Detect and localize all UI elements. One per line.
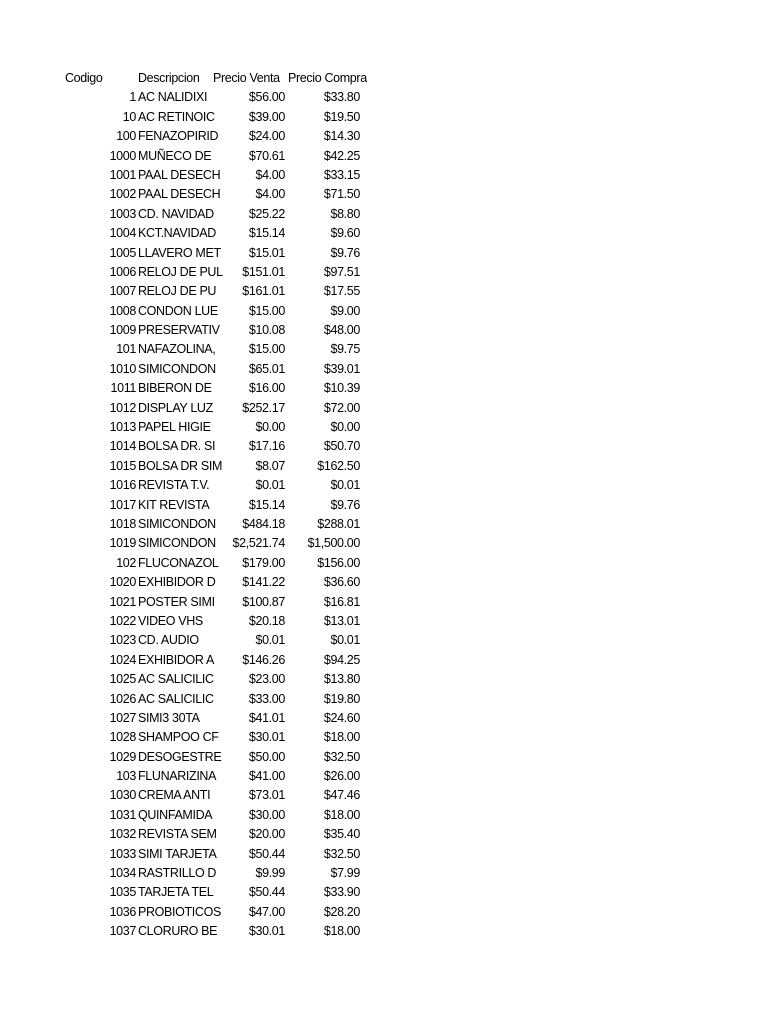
cell-descripcion: RELOJ DE PUL [138,264,223,279]
cell-codigo: 1000 [109,148,136,163]
table-row [0,147,768,166]
cell-descripcion: KIT REVISTA [138,497,210,512]
table-row [0,340,768,359]
table-row [0,767,768,786]
table-body [0,88,768,941]
cell-descripcion: CONDON LUE [138,303,218,318]
cell-codigo: 1034 [109,866,136,881]
table-row [0,554,768,573]
cell-precio-compra: $33.80 [323,90,360,105]
cell-codigo: 1004 [109,226,136,241]
table-row [0,825,768,844]
table-row [0,631,768,650]
cell-codigo: 1010 [109,361,136,376]
cell-descripcion: BOLSA DR SIM [138,458,223,473]
cell-descripcion: FENAZOPIRID [138,129,219,144]
cell-precio-venta: $41.01 [248,710,285,725]
cell-precio-venta: $70.61 [248,148,285,163]
cell-precio-venta: $100.87 [242,594,285,609]
cell-precio-venta: $15.14 [248,226,285,241]
cell-precio-compra: $72.00 [323,400,360,415]
cell-codigo: 1026 [109,691,136,706]
cell-precio-venta: $23.00 [248,672,285,687]
price-table [0,69,768,942]
cell-precio-venta: $141.22 [242,575,285,590]
cell-precio-compra: $32.50 [323,749,360,764]
cell-codigo: 102 [116,555,136,570]
cell-descripcion: DESOGESTRE [138,749,222,764]
table-row [0,224,768,243]
table-row [0,515,768,534]
cell-codigo: 1020 [109,575,136,590]
cell-precio-venta: $50.44 [248,885,285,900]
cell-precio-venta: $50.00 [248,749,285,764]
cell-codigo: 1031 [109,807,136,822]
table-row [0,205,768,224]
cell-descripcion: PAAL DESECH [138,167,221,182]
cell-precio-venta: $24.00 [248,129,285,144]
table-row [0,534,768,553]
cell-precio-compra: $8.80 [330,206,360,221]
cell-precio-venta: $73.01 [248,788,285,803]
cell-precio-compra: $7.99 [330,866,360,881]
cell-descripcion: SIMICONDON [138,516,216,531]
table-row [0,282,768,301]
cell-precio-compra: $13.80 [323,672,360,687]
table-row [0,379,768,398]
cell-precio-compra: $288.01 [317,516,360,531]
cell-precio-compra: $39.01 [323,361,360,376]
table-row [0,244,768,263]
cell-precio-venta: $0.01 [255,633,285,648]
cell-codigo: 10 [122,109,136,124]
cell-descripcion: SIMICONDON [138,536,216,551]
cell-codigo: 1005 [109,245,136,260]
cell-precio-compra: $162.50 [317,458,360,473]
cell-codigo: 1035 [109,885,136,900]
cell-codigo: 1018 [109,516,136,531]
cell-precio-venta: $10.08 [248,323,285,338]
cell-descripcion: BIBERON DE [138,381,212,396]
header-precio-compra: Precio Compra [288,71,367,85]
cell-precio-compra: $14.30 [323,129,360,144]
table-row [0,748,768,767]
table-row [0,437,768,456]
cell-descripcion: TARJETA TEL [138,885,214,900]
cell-precio-compra: $0.00 [330,420,360,435]
cell-descripcion: CD. AUDIO [138,633,199,648]
table-row [0,573,768,592]
cell-precio-venta: $4.00 [255,187,285,202]
cell-precio-compra: $9.76 [330,245,360,260]
cell-precio-compra: $18.00 [323,924,360,939]
cell-descripcion: PROBIOTICOS [138,904,221,919]
cell-precio-compra: $19.50 [323,109,360,124]
cell-codigo: 1014 [109,439,136,454]
cell-codigo: 1030 [109,788,136,803]
cell-precio-venta: $50.44 [248,846,285,861]
cell-precio-venta: $15.00 [248,303,285,318]
cell-precio-compra: $13.01 [323,613,360,628]
cell-descripcion: VIDEO VHS [138,613,203,628]
cell-descripcion: AC RETINOIC [138,109,215,124]
cell-descripcion: CD. NAVIDAD [138,206,214,221]
table-row [0,418,768,437]
cell-precio-compra: $10.39 [323,381,360,396]
cell-precio-venta: $20.00 [248,827,285,842]
cell-codigo: 1013 [109,420,136,435]
cell-precio-compra: $0.01 [330,633,360,648]
cell-precio-compra: $28.20 [323,904,360,919]
table-row [0,670,768,689]
cell-descripcion: RELOJ DE PU [138,284,217,299]
cell-codigo: 1032 [109,827,136,842]
cell-precio-compra: $9.60 [330,226,360,241]
table-row [0,263,768,282]
cell-precio-compra: $16.81 [323,594,360,609]
cell-codigo: 1037 [109,924,136,939]
cell-precio-venta: $0.01 [255,478,285,493]
cell-precio-venta: $17.16 [248,439,285,454]
table-row [0,651,768,670]
cell-precio-venta: $9.99 [255,866,285,881]
cell-descripcion: NAFAZOLINA, [138,342,216,357]
cell-descripcion: LLAVERO MET [138,245,221,260]
cell-descripcion: SHAMPOO CF [138,730,219,745]
cell-codigo: 1022 [109,613,136,628]
cell-precio-venta: $65.01 [248,361,285,376]
cell-codigo: 1017 [109,497,136,512]
cell-precio-compra: $9.00 [330,303,360,318]
cell-descripcion: EXHIBIDOR A [138,652,215,667]
cell-descripcion: BOLSA DR. SI [138,439,216,454]
cell-precio-venta: $0.00 [255,420,285,435]
table-row [0,864,768,883]
cell-precio-venta: $47.00 [248,904,285,919]
cell-codigo: 1028 [109,730,136,745]
cell-precio-venta: $20.18 [248,613,285,628]
table-row [0,845,768,864]
cell-precio-compra: $71.50 [323,187,360,202]
cell-precio-venta: $25.22 [248,206,285,221]
cell-descripcion: CREMA ANTI [138,788,211,803]
cell-codigo: 1024 [109,652,136,667]
cell-descripcion: FLUNARIZINA [138,769,217,784]
cell-precio-venta: $30.01 [248,730,285,745]
cell-descripcion: RASTRILLO D [138,866,217,881]
table-row [0,321,768,340]
cell-descripcion: CLORURO BE [138,924,218,939]
cell-precio-compra: $48.00 [323,323,360,338]
cell-codigo: 1025 [109,672,136,687]
cell-codigo: 1036 [109,904,136,919]
cell-precio-venta: $8.07 [255,458,285,473]
cell-descripcion: MUÑECO DE [138,148,212,163]
cell-descripcion: SIMICONDON [138,361,216,376]
cell-descripcion: PAPEL HIGIE [138,420,211,435]
cell-precio-compra: $24.60 [323,710,360,725]
table-row [0,612,768,631]
cell-codigo: 1002 [109,187,136,202]
cell-codigo: 1008 [109,303,136,318]
table-row [0,399,768,418]
cell-precio-venta: $33.00 [248,691,285,706]
table-row [0,728,768,747]
cell-codigo: 1029 [109,749,136,764]
cell-codigo: 1033 [109,846,136,861]
cell-codigo: 1023 [109,633,136,648]
cell-descripcion: KCT.NAVIDAD [138,226,216,241]
cell-codigo: 1003 [109,206,136,221]
table-row [0,127,768,146]
cell-descripcion: SIMI3 30TA [138,710,200,725]
cell-precio-venta: $161.01 [242,284,285,299]
table-row [0,690,768,709]
cell-precio-compra: $35.40 [323,827,360,842]
table-row [0,360,768,379]
cell-precio-venta: $151.01 [242,264,285,279]
table-row [0,302,768,321]
cell-descripcion: PAAL DESECH [138,187,221,202]
table-row [0,709,768,728]
header-precio-venta: Precio Venta [213,71,280,85]
cell-precio-venta: $30.00 [248,807,285,822]
cell-codigo: 1027 [109,710,136,725]
table-row [0,476,768,495]
table-header [0,69,768,88]
cell-precio-compra: $97.51 [323,264,360,279]
table-row [0,88,768,107]
cell-descripcion: EXHIBIDOR D [138,575,216,590]
cell-precio-compra: $33.15 [323,167,360,182]
cell-precio-venta: $16.00 [248,381,285,396]
cell-descripcion: AC SALICILIC [138,691,214,706]
cell-precio-compra: $9.75 [330,342,360,357]
cell-codigo: 100 [116,129,136,144]
cell-precio-venta: $41.00 [248,769,285,784]
table-row [0,922,768,941]
table-row [0,806,768,825]
table-row [0,593,768,612]
cell-descripcion: AC SALICILIC [138,672,214,687]
cell-codigo: 1 [129,90,136,105]
cell-precio-venta: $179.00 [242,555,285,570]
cell-precio-compra: $156.00 [317,555,360,570]
cell-descripcion: QUINFAMIDA [138,807,213,822]
table-row [0,883,768,902]
cell-precio-venta: $252.17 [242,400,285,415]
cell-precio-compra: $0.01 [330,478,360,493]
cell-precio-compra: $33.90 [323,885,360,900]
cell-codigo: 1009 [109,323,136,338]
cell-descripcion: DISPLAY LUZ [138,400,213,415]
header-codigo: Codigo [65,71,103,85]
cell-precio-venta: $15.00 [248,342,285,357]
cell-codigo: 1007 [109,284,136,299]
cell-precio-venta: $39.00 [248,109,285,124]
cell-codigo: 1021 [109,594,136,609]
table-row [0,457,768,476]
header-descripcion: Descripcion [138,71,200,85]
cell-precio-compra: $19.80 [323,691,360,706]
cell-precio-venta: $15.14 [248,497,285,512]
cell-descripcion: AC NALIDIXI [138,90,208,105]
table-row [0,166,768,185]
cell-descripcion: REVISTA T.V. [138,478,210,493]
cell-codigo: 1019 [109,536,136,551]
cell-descripcion: REVISTA SEM [138,827,217,842]
cell-precio-venta: $30.01 [248,924,285,939]
cell-precio-compra: $42.25 [323,148,360,163]
cell-precio-compra: $47.46 [323,788,360,803]
cell-precio-venta: $484.18 [242,516,285,531]
cell-precio-compra: $1,500.00 [307,536,360,551]
cell-codigo: 1001 [109,167,136,182]
cell-precio-venta: $15.01 [248,245,285,260]
table-row [0,108,768,127]
table-row [0,496,768,515]
cell-precio-compra: $32.50 [323,846,360,861]
cell-precio-compra: $18.00 [323,807,360,822]
cell-precio-compra: $94.25 [323,652,360,667]
cell-codigo: 1012 [109,400,136,415]
cell-descripcion: SIMI TARJETA [138,846,217,861]
cell-codigo: 1006 [109,264,136,279]
cell-precio-venta: $56.00 [248,90,285,105]
cell-descripcion: FLUCONAZOL [138,555,219,570]
cell-precio-compra: $17.55 [323,284,360,299]
cell-codigo: 1015 [109,458,136,473]
table-row [0,903,768,922]
cell-codigo: 1016 [109,478,136,493]
cell-precio-venta: $2,521.74 [232,536,285,551]
cell-codigo: 101 [116,342,136,357]
cell-codigo: 103 [116,769,136,784]
cell-precio-venta: $146.26 [242,652,285,667]
cell-precio-compra: $18.00 [323,730,360,745]
cell-precio-compra: $9.76 [330,497,360,512]
cell-precio-venta: $4.00 [255,167,285,182]
cell-precio-compra: $26.00 [323,769,360,784]
cell-descripcion: POSTER SIMI [138,594,215,609]
cell-precio-compra: $36.60 [323,575,360,590]
table-row [0,185,768,204]
cell-precio-compra: $50.70 [323,439,360,454]
cell-descripcion: PRESERVATIV [138,323,220,338]
cell-codigo: 1011 [110,381,136,396]
table-row [0,786,768,805]
